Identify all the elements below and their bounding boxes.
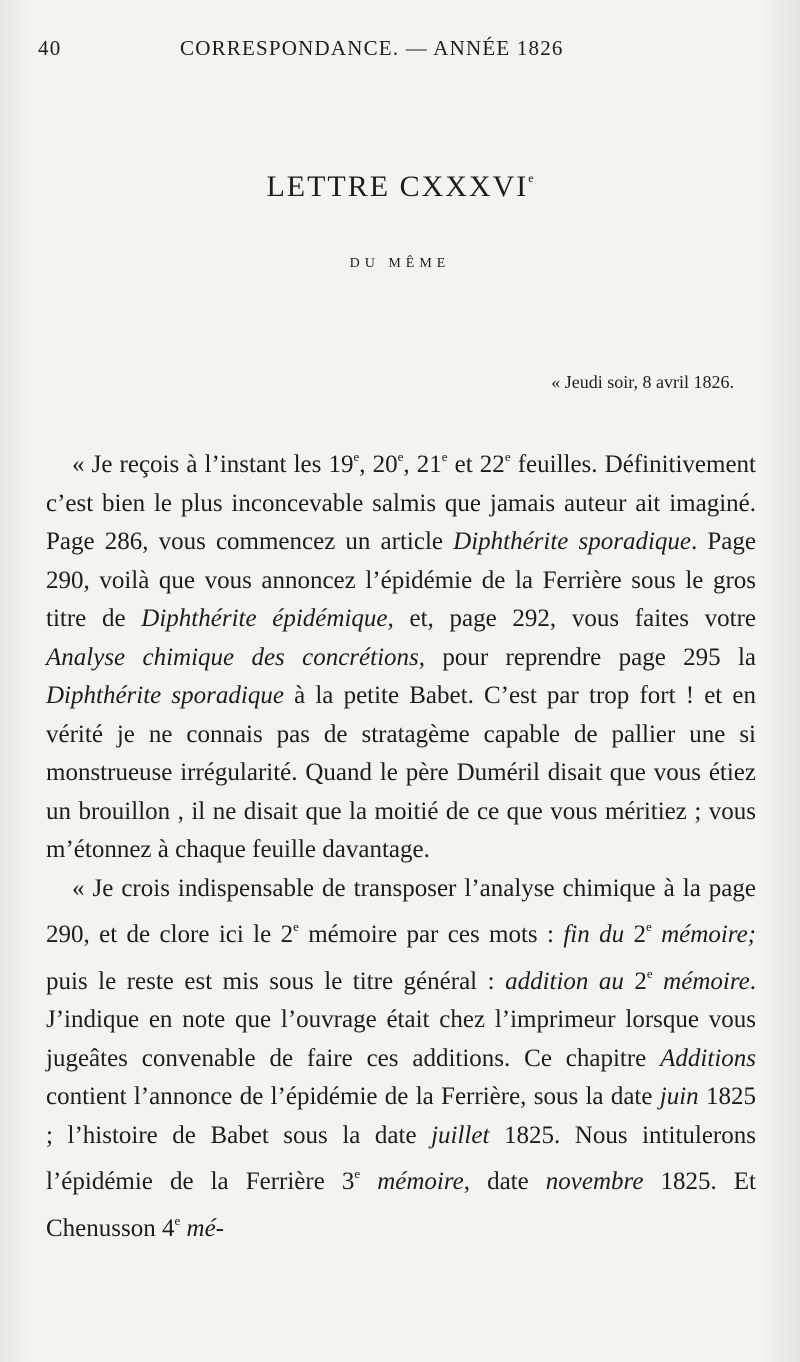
page-number: 40 [38,36,62,60]
italic-run: juin [659,1083,699,1110]
superscript-run: e [646,965,653,981]
letter-title [0,170,800,204]
text-run: 2 [623,967,647,995]
running-head-title: CORRESPONDANCE. — ANNÉE 1826 [180,36,564,60]
italic-run: addition au [505,967,624,995]
text-run: 1825. Et Chenusson 4 [46,1168,756,1242]
running-head [38,36,758,66]
italic-run: Additions [660,1044,756,1072]
text-run: à la petite Babet. C’est par trop fort ! et en vérité je ne connais pas de stratagème capable de pallier une si monstrueuse irrégularité. Quand le père Duméril disait que vous étiez un brouillon , il ne disait que la moitié de ce que vous méritiez ; vous m’étonnez à chaque feuille davantage. [46,682,756,863]
paragraph [46,438,756,870]
letter-dateline: « Jeudi soir, 8 avril 1826. [551,372,734,392]
italic-run: mé- [180,1214,224,1242]
text-run: 1825 ; l’histoire de Babet sous la date [46,1083,756,1149]
italic-run: mémoire; [651,921,757,948]
italic-run: Diphthérite épidémique, [141,605,394,632]
italic-run: mémoire [360,1168,464,1195]
text-run: feuilles. Définitivement c’est bien le plus inconcevable salmis que jamais auteur ait imaginé. Page 286, vous commencez un article [46,451,756,555]
text-run: « Je crois indispensable de transposer l’analyse chimique à la page 290, et de clore ici le 2 [46,874,756,948]
superscript-run: e [441,449,448,464]
italic-run: novembre [545,1168,644,1195]
text-run: et, page 292, vous faites votre [393,605,757,632]
text-run: , 20 [359,451,398,478]
superscript-run: e [354,1166,361,1181]
superscript-run: e [397,449,404,464]
superscript-run: e [504,449,511,464]
text-run: 2 [624,921,646,948]
letter-author: DU MÊME [349,256,451,271]
text-run: , 21 [403,451,442,478]
superscript-run: e [293,919,299,934]
text-run: « Je reçois à l’instant les 19 [72,451,354,478]
text-run: . Page 290, voilà que vous annoncez l’épidémie de la Ferrière sous le gros titre de [46,528,756,632]
superscript-run: e [353,449,360,464]
paragraph [46,870,756,1249]
letter-body [46,438,756,1248]
superscript-run: e [645,919,652,934]
text-run: 1825. Nous intitulerons l’épidémie de la Ferrière 3 [46,1121,756,1195]
italic-run: juillet [431,1121,490,1149]
text-run: mémoire par ces mots : [298,921,564,948]
letter-title-text: LETTRE CXXXVI [266,170,529,203]
text-run: , date [463,1168,546,1195]
text-run: contient l’annonce de l’épidémie de la Ferrière, sous la date [46,1083,660,1110]
italic-run: Analyse chimique des concrétions, [46,643,425,671]
superscript-run: e [174,1212,181,1228]
text-run: . J’indique en note que l’ouvrage était chez l’imprimeur lorsque vous jugeâtes convenable de faire ces additions. Ce chapitre [46,967,756,1072]
italic-run: Diphthérite sporadique [46,682,284,709]
text-run: puis le reste est mis sous le titre général : [46,967,506,995]
text-run: pour reprendre page 295 la [425,643,756,671]
italic-run: Diphthérite sporadique [453,528,692,555]
italic-run: fin du [563,921,625,948]
letter-title-superscript: e [528,171,534,185]
italic-run: mémoire [652,967,750,995]
text-run: et 22 [447,451,505,478]
